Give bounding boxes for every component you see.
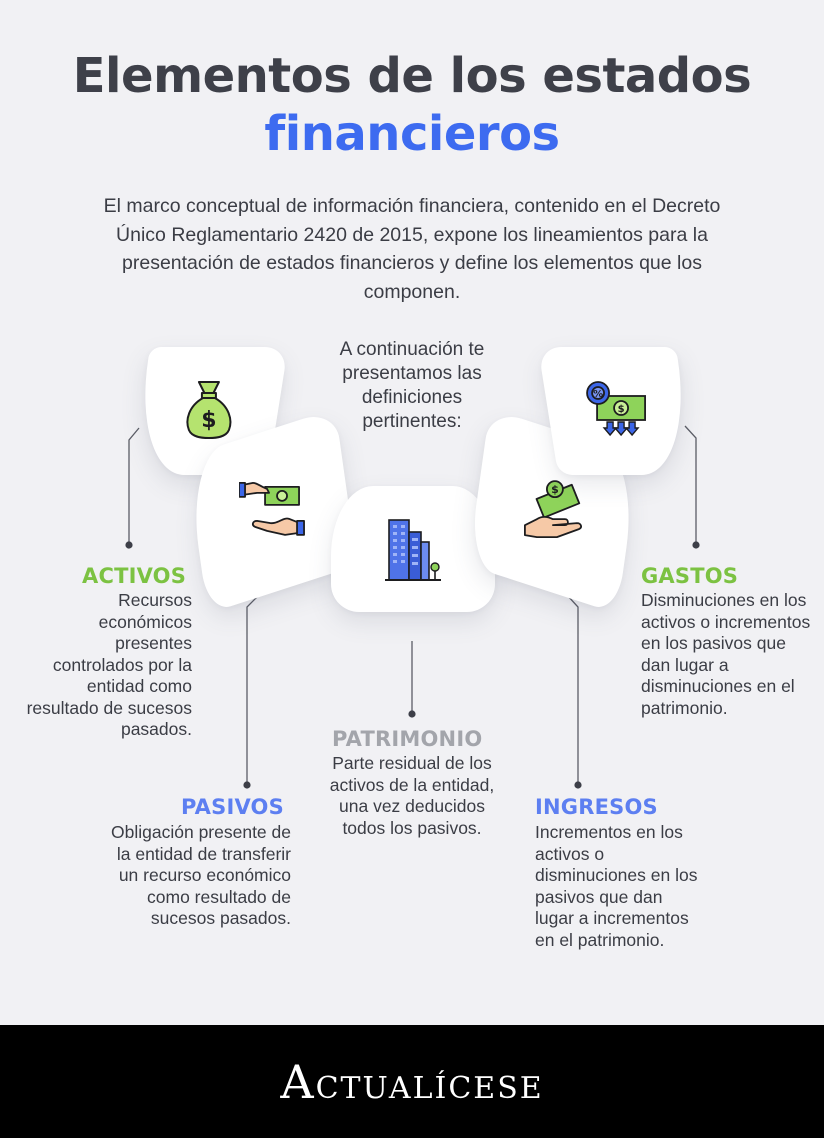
label-gastos: GASTOS xyxy=(641,564,739,588)
svg-text:$: $ xyxy=(201,407,217,433)
connector-dot-gastos xyxy=(692,541,699,548)
svg-text:%: % xyxy=(592,388,604,400)
brand-logo xyxy=(280,1055,543,1109)
description-gastos: Disminuciones en los activos o incrementos en los pasivos que dan lugar a disminuciones en el patrimonio. xyxy=(641,590,811,718)
card-gastos xyxy=(538,347,696,475)
receiving-money-icon xyxy=(523,479,585,539)
connector-dot-ingresos xyxy=(574,781,581,788)
connector-activos xyxy=(129,428,139,545)
description-pasivos: Obligación presente de la entidad de transferir un recurso económico como resultado de sucesos pasados. xyxy=(111,822,291,928)
money-decrease-icon xyxy=(585,380,649,438)
description-ingresos: Incrementos en los activos o disminuciones en los pasivos que dan lugar a incrementos en el patrimonio. xyxy=(535,822,698,950)
brand-initial: A xyxy=(280,1054,316,1109)
buildings-icon xyxy=(385,516,441,582)
card-patrimonio xyxy=(331,486,495,612)
title-line-1: Elementos de los estados xyxy=(72,48,752,104)
handing-money-icon xyxy=(239,479,305,539)
footer-bar xyxy=(0,1025,824,1138)
connector-dot-patrimonio xyxy=(408,710,415,717)
money-bag-icon xyxy=(181,378,237,440)
connector-dot-pasivos xyxy=(243,781,250,788)
title-line-2: financieros xyxy=(264,106,560,162)
svg-text:$: $ xyxy=(617,403,625,415)
label-ingresos: INGRESOS xyxy=(535,795,658,819)
label-activos: ACTIVOS xyxy=(82,564,187,588)
intro-paragraph: El marco conceptual de información financiera, contenido en el Decreto Único Reglamentario 2420 de 2015, expone los lineamientos para la presentación de estados financieros y define los elementos que los componen. xyxy=(103,195,721,303)
svg-text:$: $ xyxy=(550,482,559,496)
label-patrimonio: PATRIMONIO xyxy=(332,727,483,751)
brand-rest: CTUALÍCESE xyxy=(315,1070,544,1106)
connector-dot-activos xyxy=(125,541,132,548)
connector-pasivos xyxy=(247,595,259,785)
description-activos: Recursos económicos presentes controlados por la entidad como resultado de sucesos pasados. xyxy=(26,590,192,739)
center-note: A continuación te presentamos las definiciones pertinentes: xyxy=(339,339,485,432)
connector-gastos xyxy=(685,426,696,545)
description-patrimonio: Parte residual de los activos de la entidad, una vez deducidos todos los pasivos. xyxy=(329,753,495,838)
label-pasivos: PASIVOS xyxy=(181,795,284,819)
connector-ingresos xyxy=(567,595,578,785)
